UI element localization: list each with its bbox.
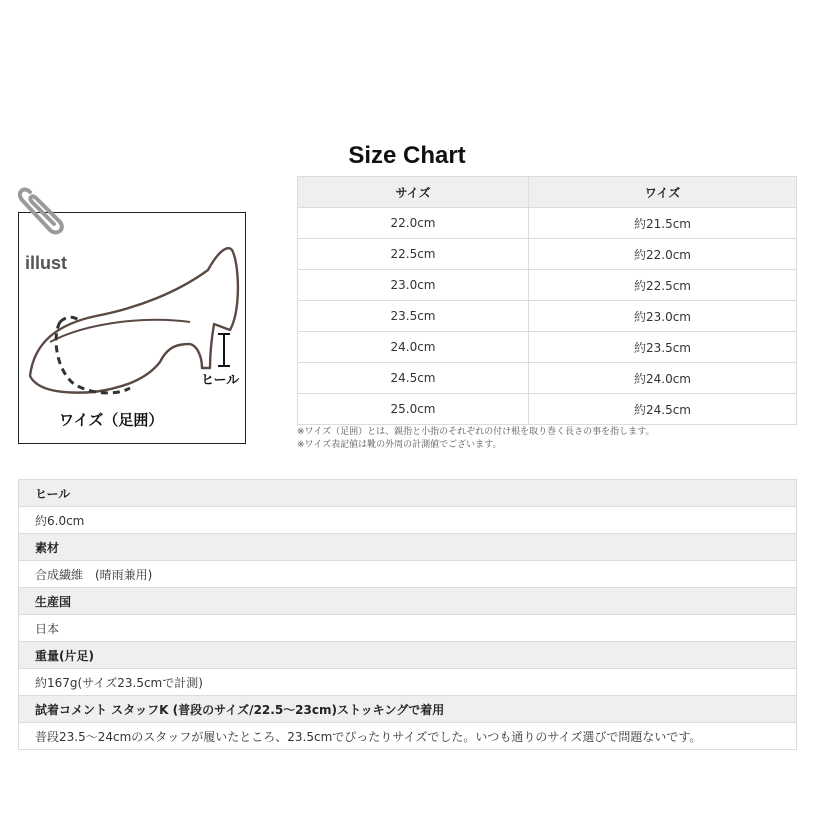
spec-label-heel: ヒール [19,480,797,507]
size-chart-title: Size Chart [348,142,466,169]
spec-label-row [19,696,797,723]
size-table [297,176,797,425]
table-row [298,363,797,394]
table-row [298,301,797,332]
illust-label: illust [25,253,68,273]
size-cell: 24.0cm [298,332,529,363]
size-cell: 22.0cm [298,208,529,239]
spec-label-origin: 生産国 [19,588,797,615]
spec-value-weight: 約167g(サイズ23.5cmで計測) [19,669,797,696]
spec-label-row [19,480,797,507]
spec-value-row [19,615,797,642]
spec-label-weight: 重量(片足) [19,642,797,669]
width-cell: 約23.5cm [529,332,797,363]
spec-label-row [19,588,797,615]
table-row [298,208,797,239]
spec-value-fitting-comment: 普段23.5～24cmのスタッフが履いたところ、23.5cmでぴったりサイズでした。いつも通りのサイズ選びで問題ないです。 [19,723,797,750]
size-cell: 22.5cm [298,239,529,270]
spec-value-material: 合成繊維 (晴雨兼用) [19,561,797,588]
spec-label-material: 素材 [19,534,797,561]
table-row [298,239,797,270]
table-row [298,394,797,425]
spec-value-row [19,507,797,534]
heel-height-marker [218,334,230,366]
size-header: サイズ [298,177,529,208]
spec-value-origin: 日本 [19,615,797,642]
table-row [298,332,797,363]
spec-label-fitting-comment: 試着コメント スタッフK (普段のサイズ/22.5～23cm)ストッキングで着用 [19,696,797,723]
width-label: ワイズ（足囲） [59,411,164,429]
size-cell: 23.0cm [298,270,529,301]
spec-label-row [19,642,797,669]
paperclip-icon [16,184,76,244]
heel-label: ヒール [201,373,240,388]
spec-value-row [19,669,797,696]
size-table-header-row [298,177,797,208]
width-cell: 約22.5cm [529,270,797,301]
note-width-definition: ※ワイズ（足囲）とは、親指と小指のそれぞれの付け根を取り巻く長さの事を指します。 [297,427,655,437]
note-width-measurement: ※ワイズ表記値は靴の外周の計測値でございます。 [297,440,502,450]
product-spec-table [18,479,797,750]
width-cell: 約23.0cm [529,301,797,332]
spec-label-row [19,534,797,561]
spec-value-row [19,561,797,588]
spec-value-heel: 約6.0cm [19,507,797,534]
size-cell: 23.5cm [298,301,529,332]
width-cell: 約24.0cm [529,363,797,394]
table-row [298,270,797,301]
width-cell: 約22.0cm [529,239,797,270]
width-header: ワイズ [529,177,797,208]
spec-value-row [19,723,797,750]
width-cell: 約21.5cm [529,208,797,239]
width-cell: 約24.5cm [529,394,797,425]
notes [297,426,654,452]
shoe-illustration [18,212,248,446]
size-cell: 25.0cm [298,394,529,425]
size-cell: 24.5cm [298,363,529,394]
